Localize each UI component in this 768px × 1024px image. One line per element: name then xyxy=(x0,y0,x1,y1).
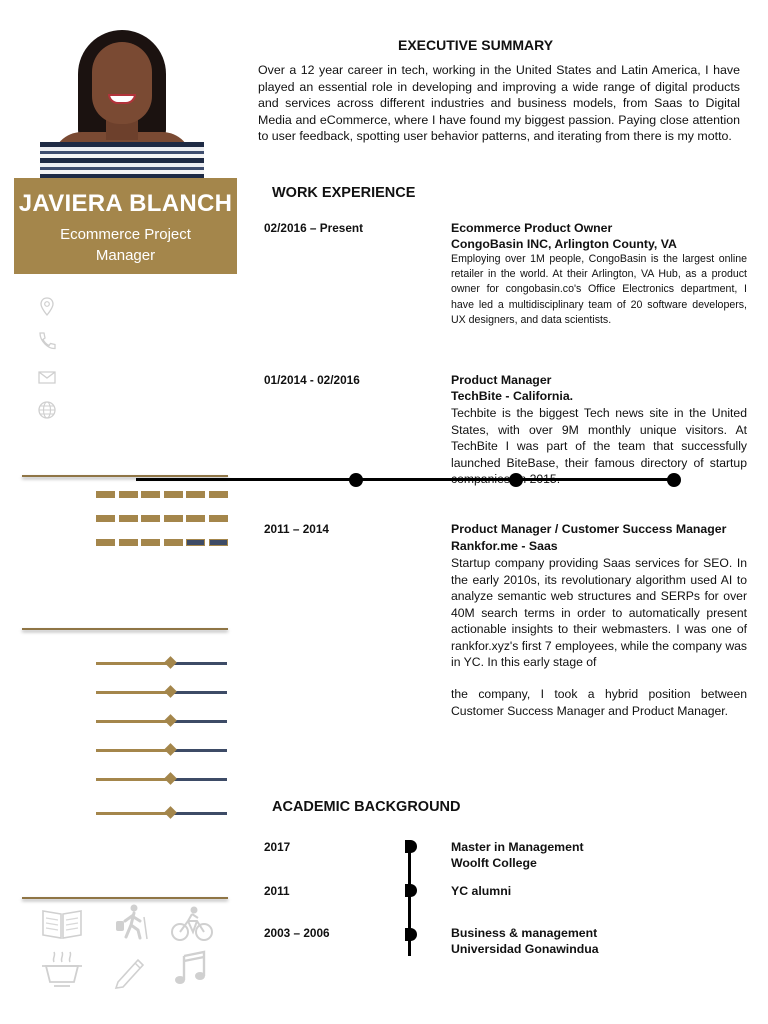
job-dates: 01/2014 - 02/2016 xyxy=(264,373,360,387)
academic-title: Business & management xyxy=(451,926,598,940)
person-name: JAVIERA BLANCH xyxy=(18,190,233,217)
academic-date: 2003 – 2006 xyxy=(264,926,330,940)
language-level-block xyxy=(141,539,160,546)
academic-school: Woolft College xyxy=(451,856,537,870)
academic-timeline-dot xyxy=(405,840,417,853)
academic-timeline-dot xyxy=(405,928,417,941)
language-level-block xyxy=(119,539,138,546)
academic-date: 2011 xyxy=(264,884,290,898)
job-description: Employing over 1M people, CongoBasin is the largest online retailer in the world. At their Arlington, VA Hub, as a product owner for congobasin.co's Office Electronics department, I have led a multidisciplinary team of 20 software developers, UX designers, and data scientists. xyxy=(451,253,747,326)
job-description-continued: the company, I took a hybrid position between Customer Success Manager and Product Manager. xyxy=(451,687,747,718)
job-dates: 2011 – 2014 xyxy=(264,522,329,536)
sidebar-divider xyxy=(22,475,228,477)
job-title: Product Manager / Customer Success Manager xyxy=(451,522,727,536)
language-level-block xyxy=(209,515,228,522)
academic-timeline-dot xyxy=(405,884,417,897)
language-level-block xyxy=(119,491,138,498)
location-pin-icon xyxy=(36,296,58,318)
job-description: Startup company providing Saas services for SEO. In the early 2010s, its revolutionary algorithm used AI to analyze semantic web structures and SERPs for over 40M search terms in order to automatically present actionable insights to their webmasters. I was one of rankfor.xyz's first 7 employees, while the company was in YC. In this early stage of xyxy=(451,556,747,669)
language-level-block xyxy=(96,491,115,498)
globe-icon xyxy=(36,399,58,421)
language-level-block xyxy=(164,539,183,546)
timeline-dot xyxy=(509,473,523,487)
skill-slider xyxy=(96,686,227,698)
cycling-icon xyxy=(170,905,214,943)
skill-slider xyxy=(96,657,227,669)
language-level-block xyxy=(96,515,115,522)
language-levels xyxy=(96,491,230,551)
language-level-block xyxy=(186,491,205,498)
job-dates: 02/2016 – Present xyxy=(264,221,364,235)
skill-slider xyxy=(96,715,227,727)
sidebar-divider xyxy=(22,628,228,630)
academic-title: Master in Management xyxy=(451,840,584,854)
language-level-block xyxy=(186,515,205,522)
work-experience-heading: WORK EXPERIENCE xyxy=(272,185,416,201)
job-title: Product Manager xyxy=(451,373,552,387)
skill-slider xyxy=(96,807,227,819)
music-icon xyxy=(168,950,212,988)
person-role: Ecommerce Project Manager xyxy=(60,226,191,264)
skill-slider xyxy=(96,773,227,785)
language-level-block xyxy=(164,515,183,522)
job-company: TechBite - California. xyxy=(451,389,574,403)
academic-school: Universidad Gonawindua xyxy=(451,942,599,956)
timeline-dot xyxy=(349,473,363,487)
language-level-block xyxy=(209,539,228,546)
executive-summary-heading: EXECUTIVE SUMMARY xyxy=(398,37,554,53)
pencil-icon xyxy=(108,952,152,990)
timeline-dot xyxy=(667,473,681,487)
skill-slider xyxy=(96,744,227,756)
timeline-line xyxy=(136,478,676,481)
language-level-block xyxy=(141,491,160,498)
name-block xyxy=(14,178,237,274)
academic-title: YC alumni xyxy=(451,884,512,898)
job-description: Techbite is the biggest Tech news site in the United States, with over 9M monthly unique visitors. At TechBite I was part of the team that successfully launched BiteBase, their famous directory of startup xyxy=(451,406,747,470)
book-icon xyxy=(40,905,84,943)
executive-summary-text: Over a 12 year career in tech, working in the United States and Latin America, I have played an essential role in developing and improving a wide range of digital products and services across different industries and business models, from Saas to Digital Media and eCommerce, where I have found my biggest passion. Paying close attention to user feedback, spotting user behavior patterns, and iterating from there is my motto. xyxy=(258,63,740,143)
envelope-icon xyxy=(36,366,58,388)
academic-background-heading: ACADEMIC BACKGROUND xyxy=(272,799,461,815)
language-level-block xyxy=(119,515,138,522)
academic-date: 2017 xyxy=(264,840,291,854)
phone-icon xyxy=(36,330,58,352)
hiking-icon xyxy=(110,903,154,941)
job-company: CongoBasin INC, Arlington County, VA xyxy=(451,237,677,251)
language-level-block xyxy=(186,539,205,546)
language-level-block xyxy=(141,515,160,522)
language-level-block xyxy=(96,539,115,546)
job-company: Rankfor.me - Saas xyxy=(451,539,558,553)
sidebar-divider xyxy=(22,897,228,899)
language-level-block xyxy=(164,491,183,498)
job-title: Ecommerce Product Owner xyxy=(451,221,613,235)
profile-photo xyxy=(40,26,204,178)
cooking-icon xyxy=(40,950,84,988)
language-level-block xyxy=(209,491,228,498)
